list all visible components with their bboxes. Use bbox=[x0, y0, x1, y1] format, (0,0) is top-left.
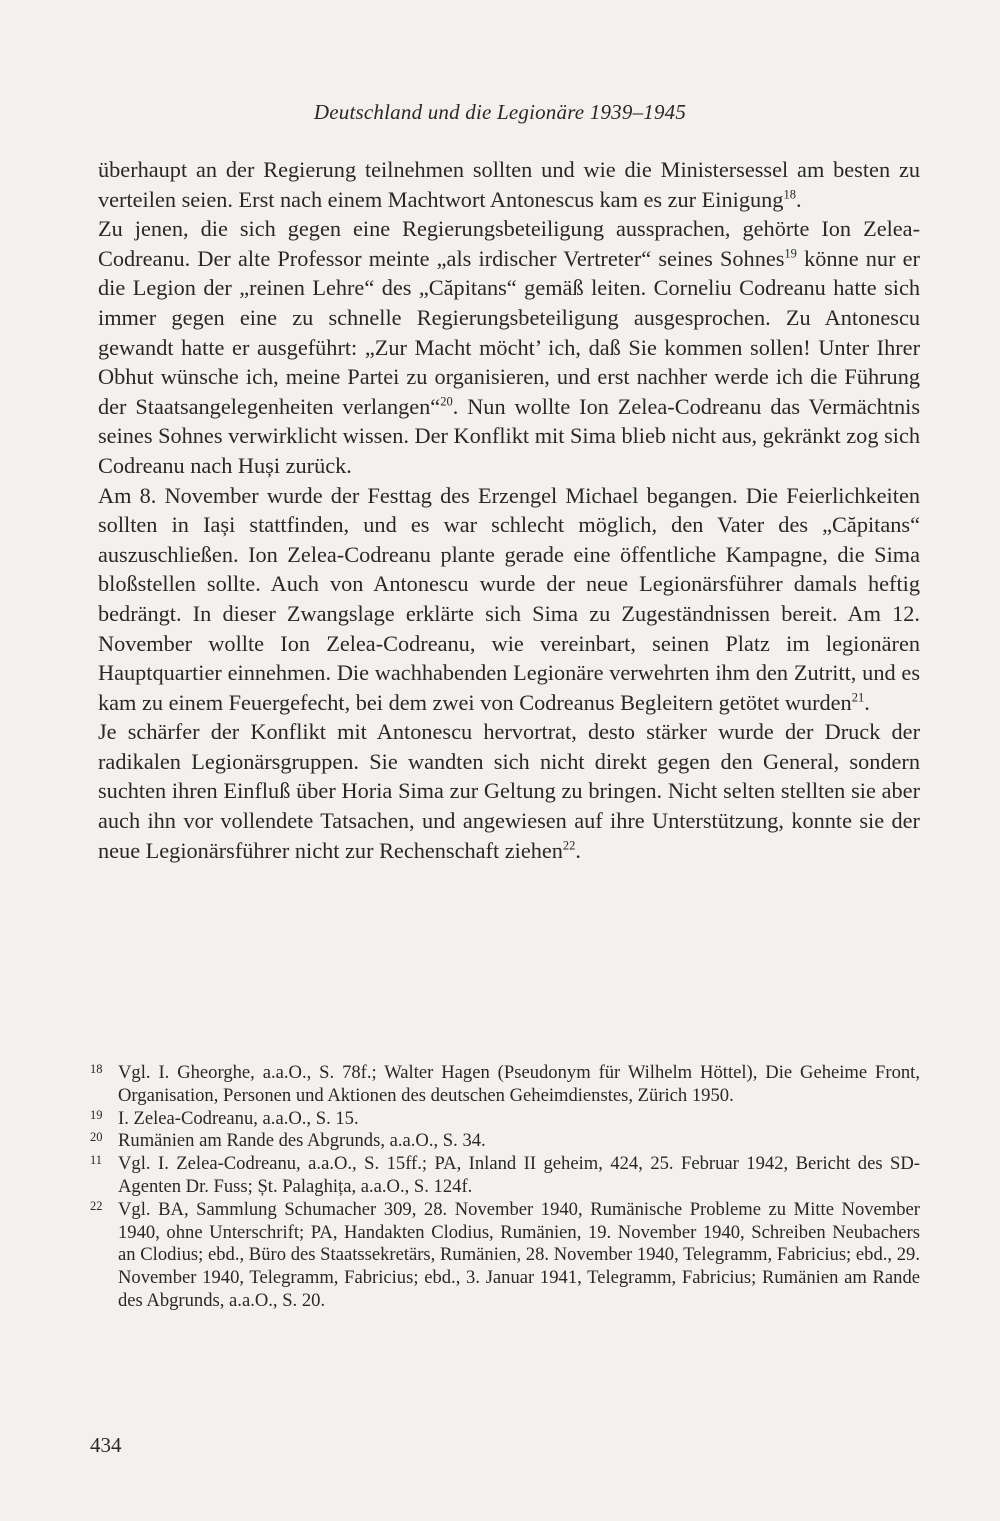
footnote-number: 19 bbox=[90, 1107, 103, 1122]
paragraph-text: . bbox=[795, 186, 802, 212]
footnote-reference: 18 bbox=[783, 187, 796, 202]
body-text bbox=[98, 155, 920, 865]
paragraph bbox=[98, 481, 920, 718]
paragraph-text: . bbox=[864, 689, 870, 715]
footnote-number: 11 bbox=[90, 1153, 103, 1168]
paragraph bbox=[98, 155, 920, 214]
footnote bbox=[90, 1199, 920, 1313]
footnote-text: Vgl. BA, Sammlung Schumacher 309, 28. November 1940, Rumänische Probleme zu Mitte November 1940, ohne Unterschrift; PA, Handakten Clodius, Rumänien, 19. November 1940, Schreiben Neubachers an Clodius; ebd., Büro des Staatssekretärs, Rumänien, 28. November 1940, Telegramm, Fabricius; ebd., 29. November 1940, Telegramm, Fabricius; ebd., 3. Januar 1941, Telegramm, Fabricius; Rumänien am Rande des Abgrunds, a.a.O., S. 20. bbox=[118, 1198, 920, 1311]
paragraph-text: . bbox=[575, 837, 581, 863]
paragraph bbox=[98, 214, 920, 480]
paragraph-text: überhaupt an der Regierung teilnehmen sollten und wie die Ministersessel am besten zu verteilen seien. Erst nach einem Machtwort Antonescus kam es zur Einigung bbox=[98, 157, 920, 212]
paragraph-text: Zu jenen, die sich gegen eine Regierungsbeteiligung aussprachen, gehörte Ion Zelea-Codreanu. Der alte Professor meinte „als irdischer Vertreter“ seines Sohnes bbox=[98, 216, 920, 271]
footnote-text: Vgl. I. Gheorghe, a.a.O., S. 78f.; Walter Hagen (Pseudonym für Wilhelm Höttel), Die Geheime Front, Organisation, Personen und Aktionen des deutschen Geheimdienstes, Zürich 1950. bbox=[118, 1062, 920, 1106]
footnote bbox=[90, 1108, 920, 1131]
paragraph bbox=[98, 717, 920, 865]
footnotes bbox=[90, 1062, 920, 1313]
paragraph-text: Je schärfer der Konflikt mit Antonescu hervortrat, desto stärker wurde der Druck der radikalen Legionärsgruppen. Sie wandten sich nicht direkt gegen den General, sondern suchten ihren Einfluß über Horia Sima zur Geltung zu bringen. Nicht selten stellten sie aber auch ihn vor vollendete Tatsachen, und angewiesen auf ihre Unterstützung, konnte sie der neue Legionärsführer nicht zur Rechenschaft ziehen bbox=[98, 719, 920, 863]
footnote-reference: 21 bbox=[851, 690, 865, 705]
footnote-reference: 20 bbox=[440, 394, 453, 409]
page-number: 434 bbox=[90, 1433, 122, 1457]
footnote-reference: 22 bbox=[562, 838, 576, 853]
running-head: Deutschland und die Legionäre 1939–1945 bbox=[313, 100, 687, 124]
footnote-text: I. Zelea-Codreanu, a.a.O., S. 15. bbox=[118, 1107, 359, 1129]
footnote bbox=[90, 1062, 920, 1108]
paragraph-text: Am 8. November wurde der Festtag des Erzengel Michael begangen. Die Feierlichkeiten sollten in Iași stattfinden, und es war schlecht möglich, den Vater des „Căpitans“ auszuschließen. Ion Zelea-Codreanu plante gerade eine öffentliche Kampagne, die Sima bloßstellen sollte. Auch von Antonescu wurde der neue Legionärsführer damals heftig bedrängt. In dieser Zwangslage erklärte sich Sima zu Zugeständnissen bereit. Am 12. November wollte Ion Zelea-Codreanu, wie vereinbart, seinen Platz im legionären Hauptquartier einnehmen. Die wachhabenden Legionäre verwehrten ihm den Zutritt, und es kam zu einem Feuergefecht, bei dem zwei von Codreanus Begleitern getötet wurden bbox=[98, 482, 920, 715]
footnote bbox=[90, 1130, 920, 1153]
footnote-text: Rumänien am Rande des Abgrunds, a.a.O., S. 34. bbox=[118, 1130, 486, 1152]
footnote-number: 18 bbox=[90, 1062, 103, 1076]
paragraph-text: . Nun wollte Ion Zelea-Codreanu das Vermächtnis seines Sohnes verwirklicht wissen. Der Konflikt mit Sima blieb nicht aus, gekränkt zog sich Codreanu nach Huși zurück. bbox=[98, 393, 921, 478]
footnote bbox=[90, 1153, 920, 1199]
footnote-number: 20 bbox=[90, 1130, 103, 1145]
footnote-text: Vgl. I. Zelea-Codreanu, a.a.O., S. 15ff.; PA, Inland II geheim, 424, 25. Februar 1942, Bericht des SD-Agenten Dr. Fuss; Șt. Palaghița, a.a.O., S. 124f. bbox=[118, 1153, 920, 1197]
paragraph-text: könne nur er die Legion der „reinen Lehre“ des „Căpitans“ gemäß leiten. Corneliu Codreanu hatte sich immer gegen eine zu schnelle Regierungsbeteiligung ausgesprochen. Zu Antonescu gewandt hatte er ausgeführt: „Zur Macht möcht’ ich, daß Sie kommen sollen! Unter Ihrer Obhut wünsche ich, meine Partei zu organisieren, und erst nachher werde ich die Führung der Staatsangelegenheiten verlangen“ bbox=[98, 245, 920, 419]
footnote-number: 22 bbox=[90, 1198, 103, 1213]
footnote-reference: 19 bbox=[784, 246, 797, 261]
